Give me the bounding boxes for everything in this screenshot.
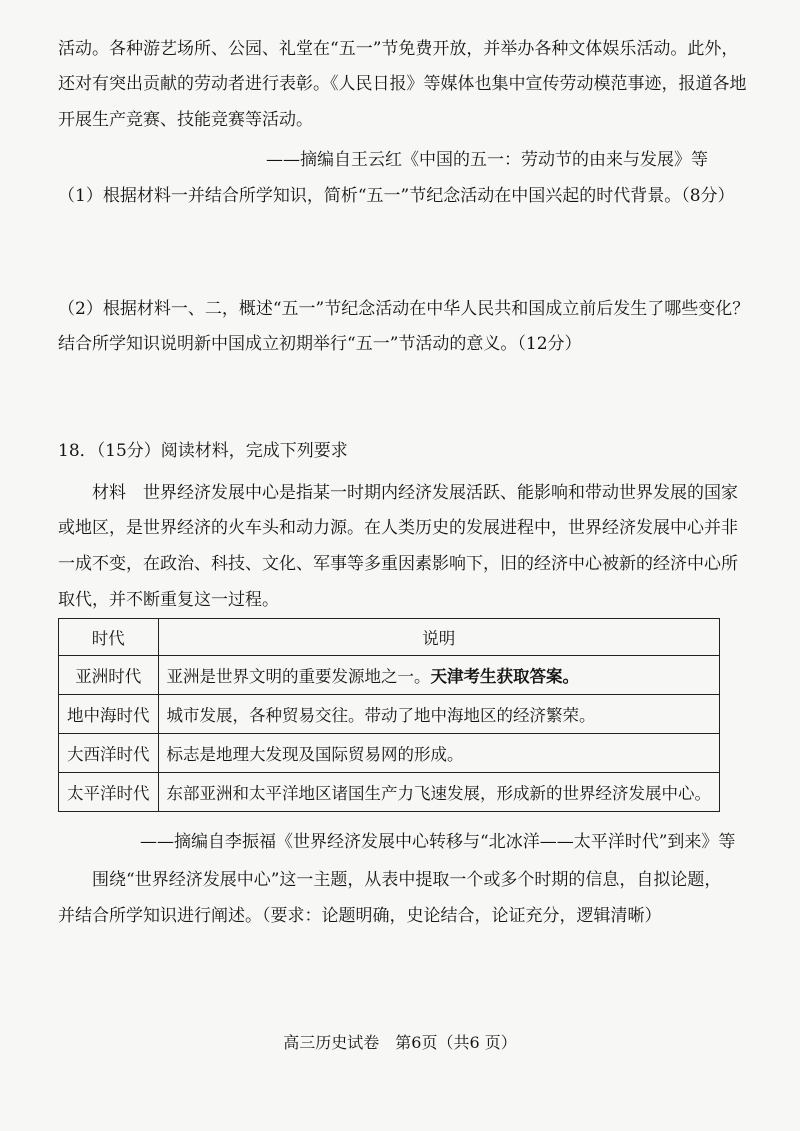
table-header-row (59, 619, 720, 656)
question-1: （1）根据材料一并结合所学知识，简析“五一”节纪念活动在中国兴起的时代背景。（8分） (58, 186, 735, 206)
table-cell-description: 东部亚洲和太平洋地区诸国生产力飞速发展，形成新的世界经济发展中心。 (158, 773, 720, 812)
table-row (59, 656, 720, 695)
material-line-2: 或地区，是世界经济的火车头和动力源。在人类历史的发展进程中，世界经济发展中心并非 (58, 518, 738, 538)
page-footer: 高三历史试卷 第6页（共6 页） (283, 1033, 517, 1052)
table-row (59, 734, 720, 773)
task-line-1: 围绕“世界经济发展中心”这一主题，从表中提取一个或多个时期的信息，自拟论题， (92, 870, 722, 890)
table-cell-era: 地中海时代 (59, 695, 159, 734)
material-line-3: 一成不变，在政治、科技、文化、军事等多重因素影响下，旧的经济中心被新的经济中心所 (58, 554, 738, 574)
table-row (59, 773, 720, 812)
table-cell-era: 亚洲时代 (59, 656, 159, 695)
task-line-2: 并结合所学知识进行阐述。（要求：论题明确，史论结合，论证充分，逻辑清晰） (58, 906, 662, 926)
watermark-stamp-text: 天津考生获取答案。 (430, 667, 579, 686)
material-line-1: 材料 世界经济发展中心是指某一时期内经济发展活跃、能影响和带动世界发展的国家 (92, 483, 738, 503)
table-header-description: 说明 (158, 619, 720, 656)
intro-line-3: 开展生产竞赛、技能竞赛等活动。 (58, 110, 313, 130)
intro-line-1: 活动。各种游艺场所、公园、礼堂在“五一”节免费开放，并举办各种文体娱乐活动。此外， (58, 39, 739, 59)
question-2-line-2: 结合所学知识说明新中国成立初期举行“五一”节活动的意义。（12分） (58, 334, 582, 354)
table-cell-era: 大西洋时代 (59, 734, 159, 773)
table-header-era: 时代 (59, 619, 159, 656)
source-citation-2: ——摘编自李振福《世界经济发展中心转移与“北冰洋——太平洋时代”到来》等 (140, 832, 736, 852)
table-cell-description: 城市发展，各种贸易交往。带动了地中海地区的经济繁荣。 (158, 695, 720, 734)
economic-center-table (58, 618, 720, 812)
question-2-line-1: （2）根据材料一、二，概述“五一”节纪念活动在中华人民共和国成立前后发生了哪些变化？ (58, 299, 750, 319)
table-cell-era: 太平洋时代 (59, 773, 159, 812)
table-cell-description (158, 656, 720, 695)
material-line-4: 取代，并不断重复这一过程。 (58, 590, 279, 610)
question-18-header: 18．（15分）阅读材料，完成下列要求 (58, 441, 348, 461)
intro-line-2: 还对有突出贡献的劳动者进行表彰。《人民日报》等媒体也集中宣传劳动模范事迹，报道各地 (58, 74, 747, 94)
table-cell-description: 标志是地理大发现及国际贸易网的形成。 (158, 734, 720, 773)
table-row (59, 695, 720, 734)
source-citation-1: ——摘编自王云红《中国的五一：劳动节的由来与发展》等 (266, 150, 708, 170)
description-text: 亚洲是世界文明的重要发源地之一。 (166, 667, 431, 686)
